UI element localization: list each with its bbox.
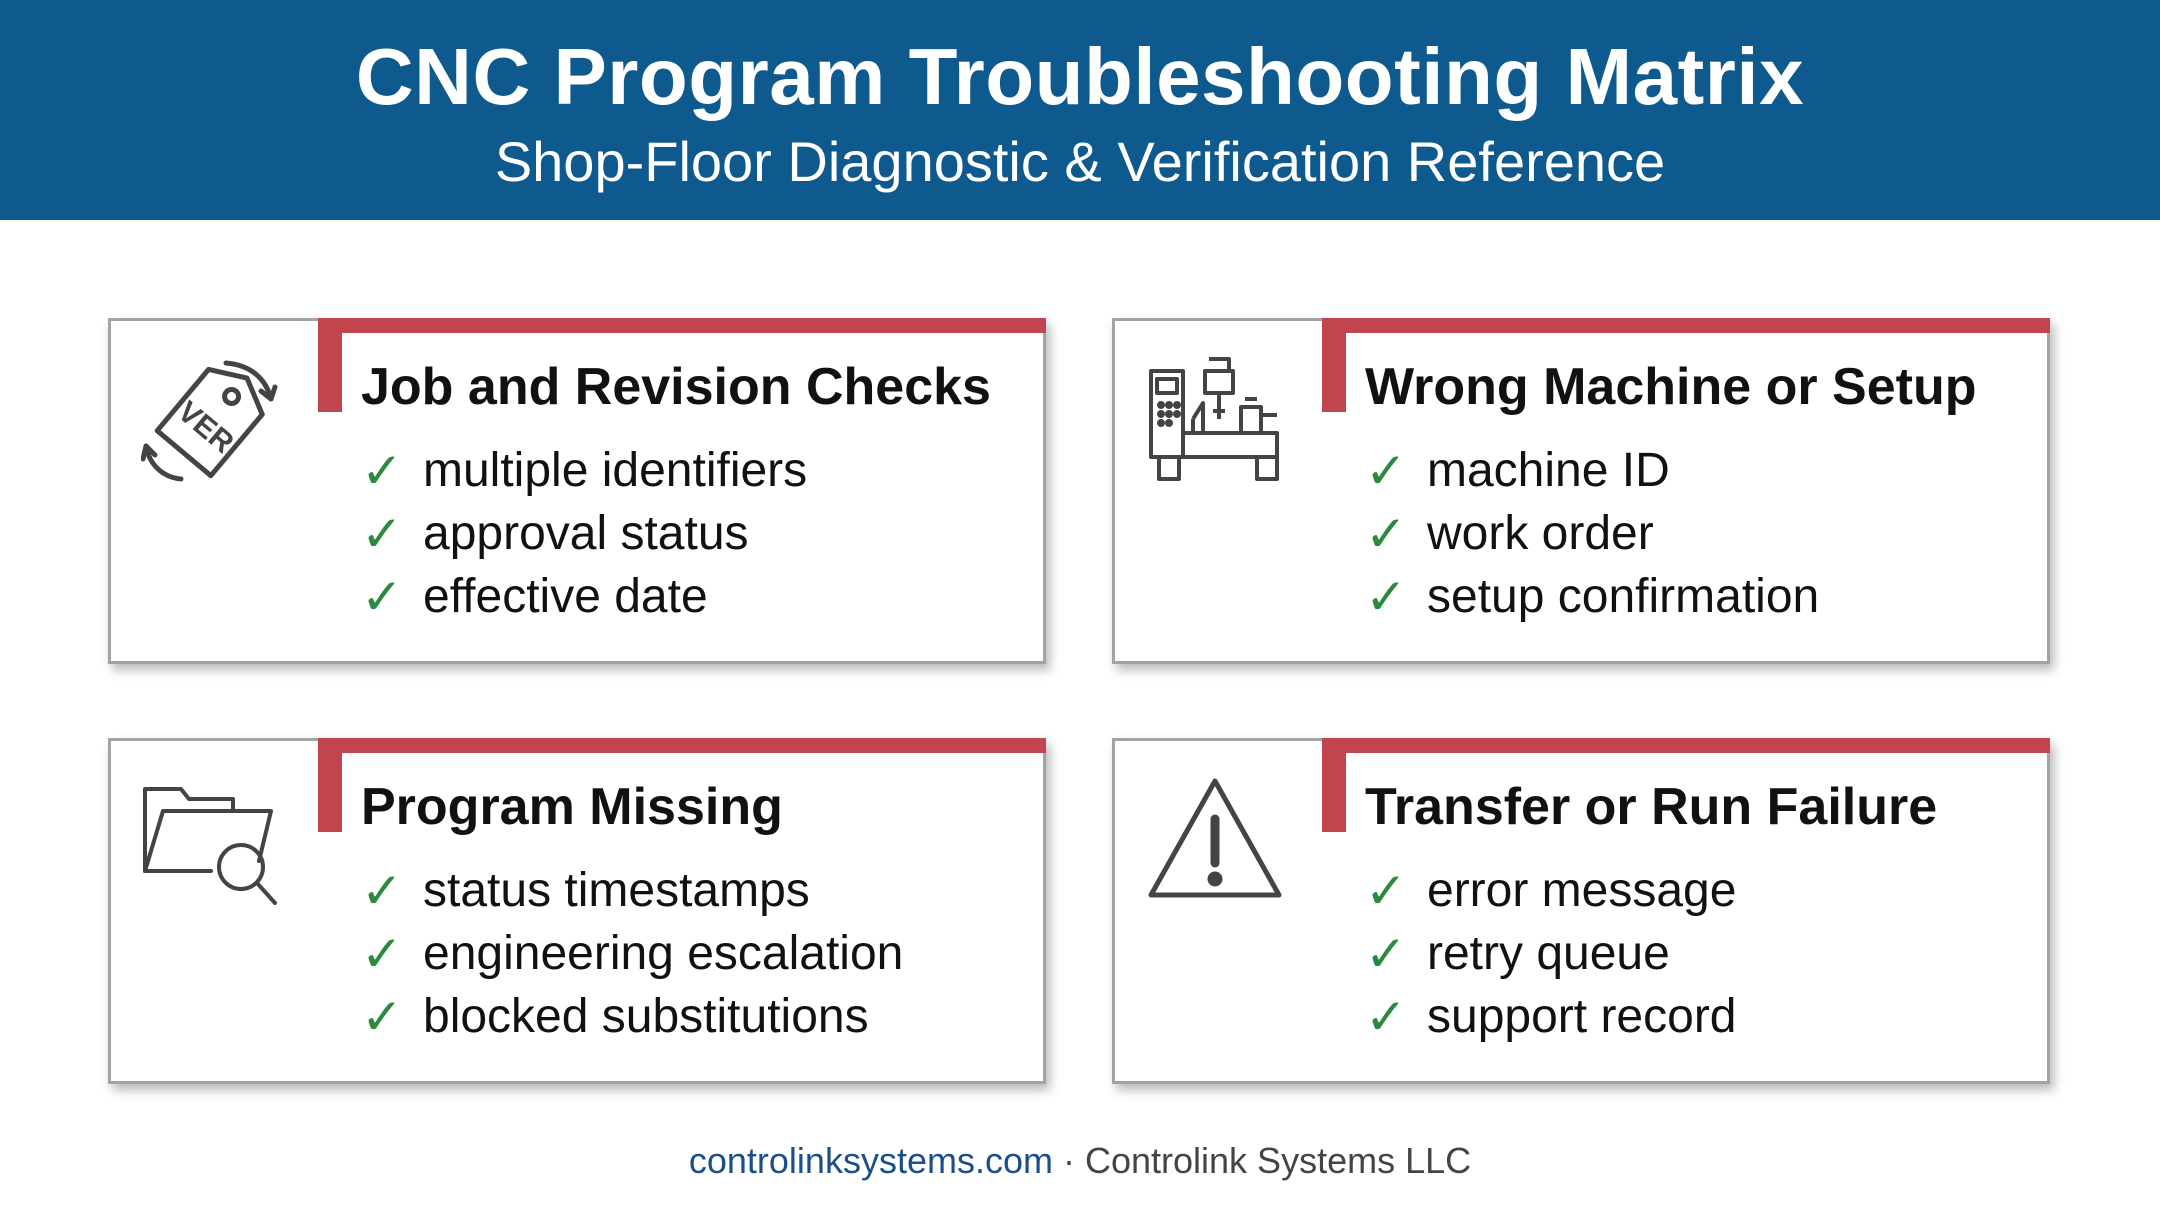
checklist [1365, 859, 1737, 1048]
page-subtitle: Shop-Floor Diagnostic & Verification Reference [494, 130, 1666, 193]
check-icon: ✓ [361, 568, 403, 625]
checklist [361, 439, 807, 628]
card-title: Wrong Machine or Setup [1365, 358, 1977, 416]
footer-site-link[interactable]: controlinksystems.com [688, 1140, 1053, 1181]
footer-separator: · [1052, 1140, 1085, 1181]
checklist-item: ✓ error message [1365, 862, 1737, 919]
card-wrong-machine [1112, 318, 2050, 664]
checklist-item: ✓ effective date [361, 568, 708, 625]
check-icon: ✓ [1365, 505, 1407, 562]
footer [0, 1140, 2160, 1182]
folder-search-icon [141, 771, 281, 911]
checklist-item: ✓ machine ID [1365, 442, 1670, 499]
card-accent-tab [1322, 318, 1346, 412]
check-icon: ✓ [1365, 568, 1407, 625]
card-title: Program Missing [361, 778, 783, 836]
version-tag-icon [141, 351, 281, 491]
warning-icon [1145, 771, 1285, 911]
checklist-item: ✓ approval status [361, 505, 749, 562]
page-title: CNC Program Troubleshooting Matrix [355, 32, 1805, 121]
checklist [361, 859, 903, 1048]
card-accent-tab [318, 738, 342, 832]
checklist-item: ✓ multiple identifiers [361, 442, 808, 499]
checklist-item: ✓ retry queue [1365, 925, 1670, 982]
check-icon: ✓ [1365, 925, 1407, 982]
check-icon: ✓ [1365, 442, 1407, 499]
card-accent-bar [1322, 318, 2050, 333]
card-accent-bar [1322, 738, 2050, 753]
check-icon: ✓ [361, 988, 403, 1045]
checklist [1365, 439, 1819, 628]
checklist-item: ✓ engineering escalation [361, 925, 904, 982]
cnc-machine-icon [1145, 351, 1285, 491]
card-accent-bar [318, 318, 1046, 333]
card-accent-tab [1322, 738, 1346, 832]
footer-company: Controlink Systems LLC [1084, 1140, 1472, 1181]
card-title: Transfer or Run Failure [1365, 778, 1938, 836]
card-program-missing [108, 738, 1046, 1084]
check-icon: ✓ [1365, 988, 1407, 1045]
checklist-item: ✓ blocked substitutions [361, 988, 869, 1045]
header-banner [0, 0, 2160, 220]
check-icon: ✓ [1365, 862, 1407, 919]
check-icon: ✓ [361, 925, 403, 982]
card-transfer-failure [1112, 738, 2050, 1084]
checklist-item: ✓ setup confirmation [1365, 568, 1820, 625]
checklist-item: ✓ work order [1365, 505, 1654, 562]
check-icon: ✓ [361, 862, 403, 919]
checklist-item: ✓ status timestamps [361, 862, 810, 919]
card-title: Job and Revision Checks [361, 358, 991, 416]
check-icon: ✓ [361, 505, 403, 562]
svg-text:VER: VER [171, 395, 240, 460]
check-icon: ✓ [361, 442, 403, 499]
card-accent-tab [318, 318, 342, 412]
card-accent-bar [318, 738, 1046, 753]
checklist-item: ✓ support record [1365, 988, 1737, 1045]
card-job-revision [108, 318, 1046, 664]
